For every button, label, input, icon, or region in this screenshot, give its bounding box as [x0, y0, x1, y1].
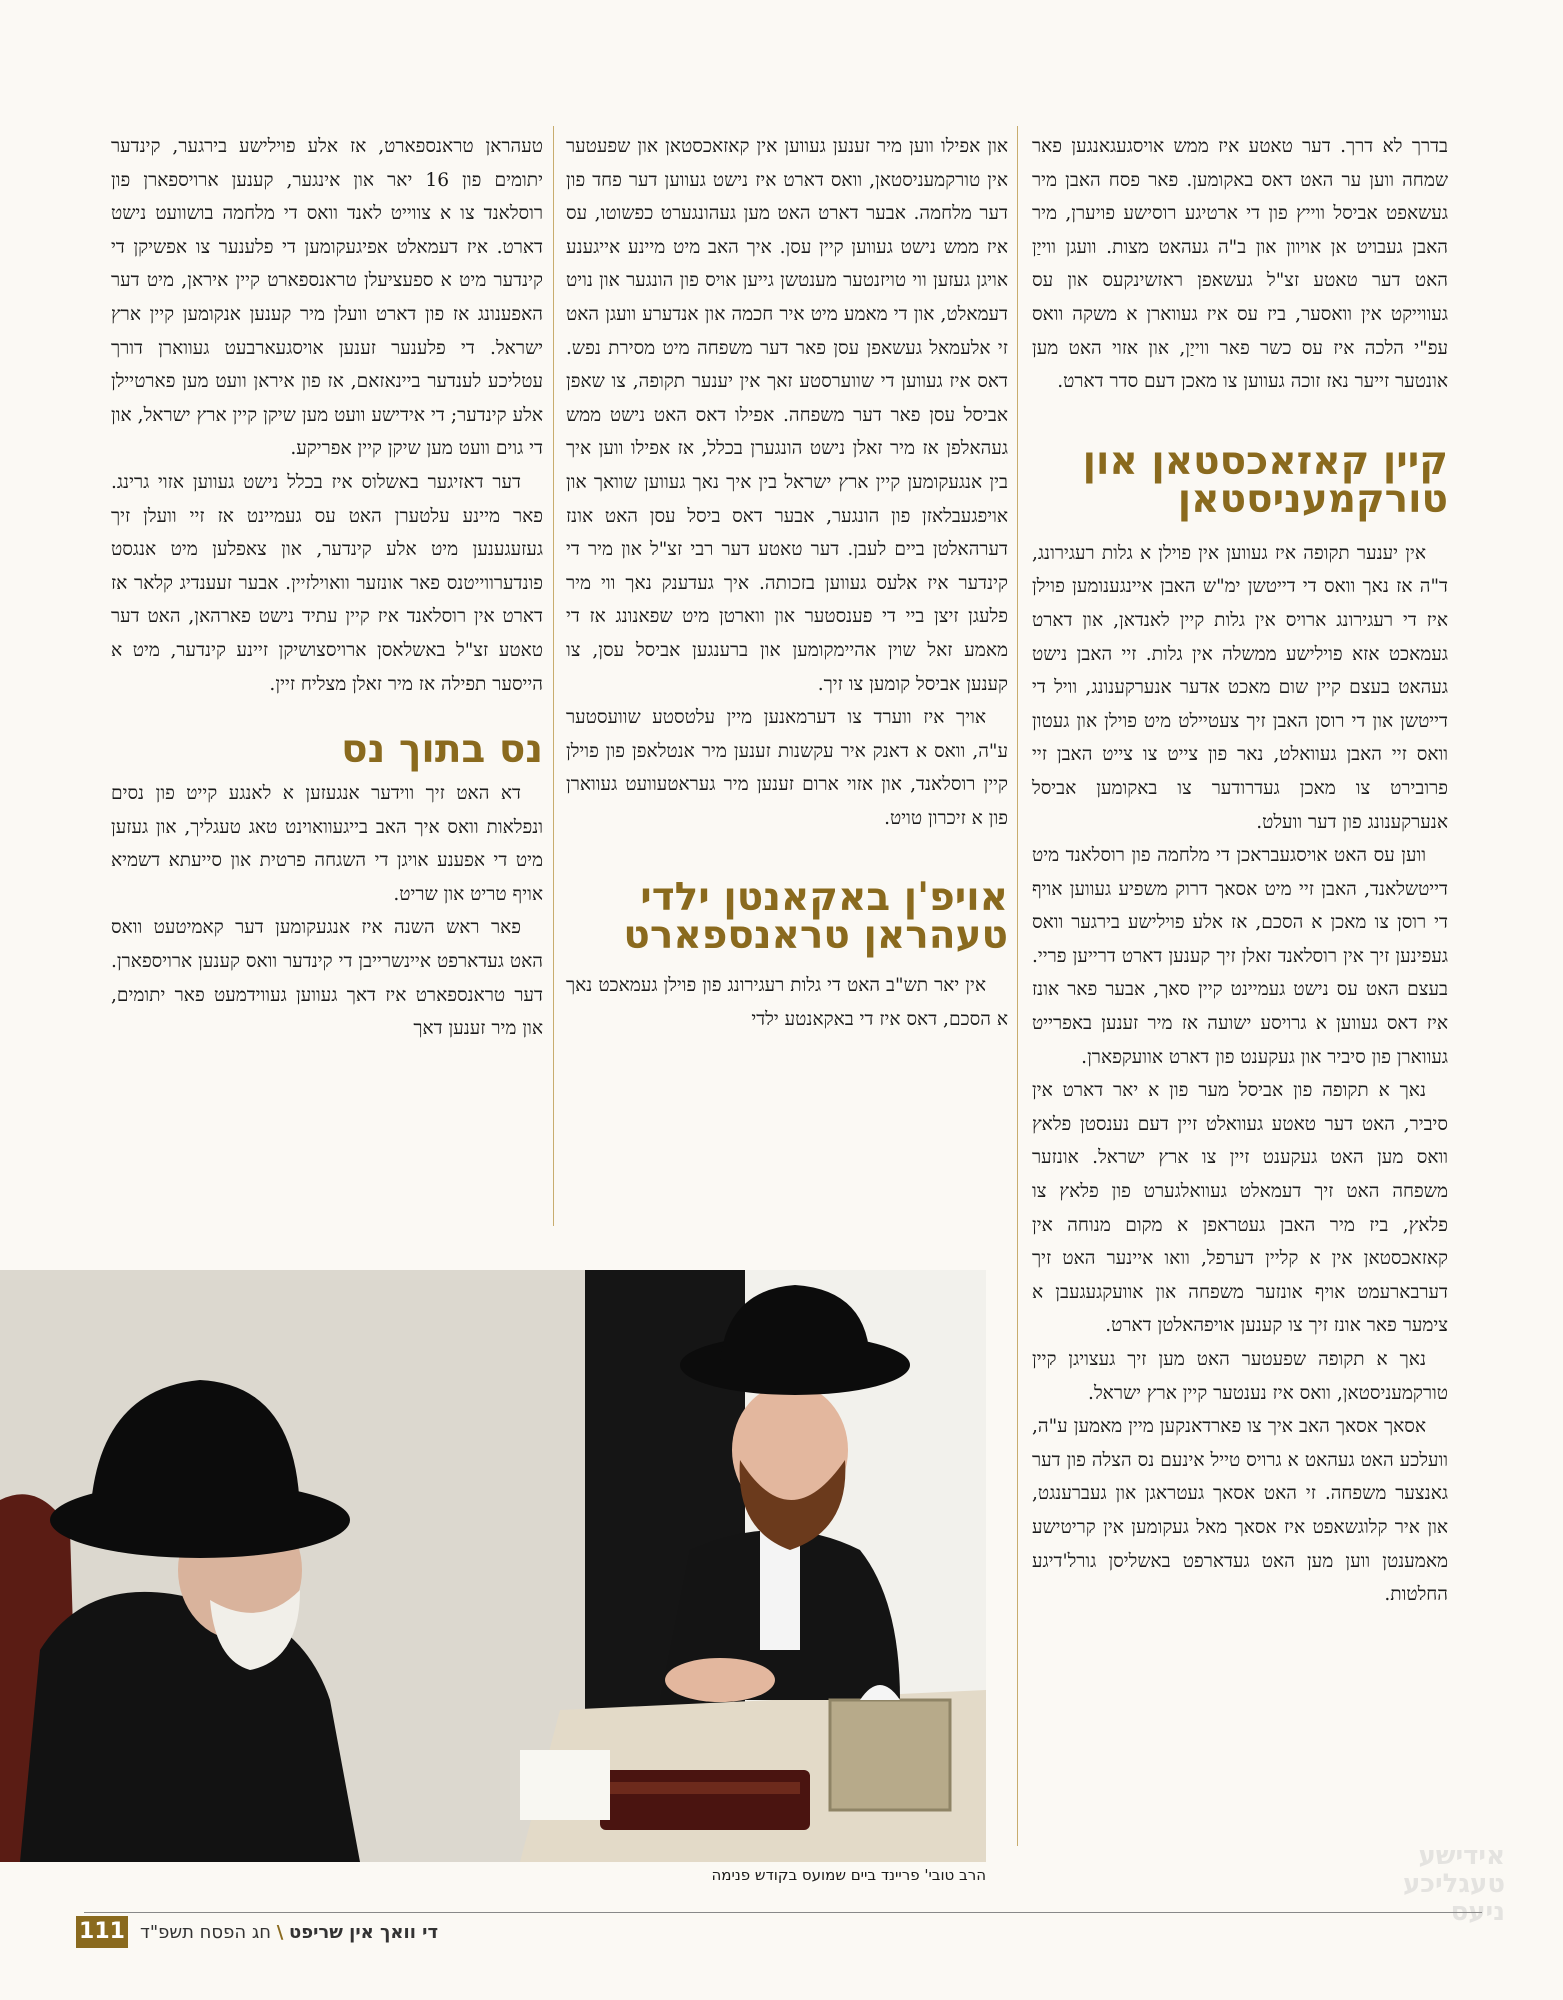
footer-separator: \ [276, 1922, 284, 1943]
watermark-line: טעגליכע [1402, 1869, 1505, 1899]
paragraph: אסאך אסאך האב איך צו פארדאנקען מיין מאמען ע"ה, וועלכע האט געהאט א גרויס טייל אינעם נס הצלה פון דער גאנצער משפחה. זי האט אסאך געטראגן און געברענגט, און איר קלוגשאפט איז אסאך מאל געקומען אין קריטישע מאמענטן ווען מען האט געדארפט באשליסן גורל'דיגע החלטות. [1032, 1416, 1448, 1606]
paragraph: בדרך לא דרך. דער טאטע איז ממש אויסגעגאנגען פאר שמחה ווען ער האט דאס באקומען. פאר פסח האבן מיר געשאפט אביסל ווייץ פון די ארטיגע רוסישע פויערן, מיר האבן געבויט אן אויוון און ב"ה געהאט מצות. וועגן ווייַן האט דער טאטע זצ"ל געשאפן ראזשינקעס און עס געווייקט אין וואסער, ביז עס איז געווארן א משקה וואס עפ"י הלכה איז עס כשר פאר ווייַן, און אזוי האט מען אונטער זייער נאז זוכה געווען צו מאכן דעם סדר דארט. [1032, 136, 1448, 393]
watermark-line: אידישע [1418, 1841, 1505, 1871]
photo-caption: הרב טובי' פריינד ביים שמועס בקודש פנימה [711, 1866, 986, 1884]
page-number: 111 [76, 1916, 128, 1948]
paragraph: דער דאזיגער באשלוס איז בכלל נישט געווען אזוי גרינג. פאר מיינע עלטערן האט עס געמיינט אז זיי וועלן זיך געזעגענען מיט אלע קינדער, און צאפלען מיט אנגסט פונדערווייטנס פאר אונזער וואוילזיין. אבער זעענדיג קלאר אז דארט אין רוסלאנד איז קיין עתיד נישט פארהאן, האט דער טאטע זצ"ל באשלאסן ארויסצושיקן זיינע קינדער, מיט א הייסער תפילה אז מיר זאלן מצליח זיין. [111, 471, 543, 695]
paragraph: ווען עס האט אויסגעבראכן די מלחמה פון רוסלאנד מיט דייטשלאנד, האבן זיי מיט אסאך דרוק משפיע געווען אויף די רוסן צו מאכן א הסכם, אז אלע פוילישע בירגער וואס געפינען זיך אין רוסלאנד זאלן זיך קענען דארט דרייען פריי. בעצם האט עס נישט געמיינט קיין סאך, אבער פאר אונז איז דאס געווען א גרויסע ישועה אז מיר זענען באפרייט געווארן פון סיביר און געקענט פון דארט אוועקפארן. [1032, 845, 1448, 1068]
magazine-title: די וואך אין שריפט [289, 1922, 439, 1943]
section-heading: נס בתוך נס [341, 727, 543, 773]
paragraph: אין יאר תש"ב האט די גלות רעגירונג פון פוילן געמאכט נאך א הסכם, דאס איז די באקאנטע ילדי [566, 975, 1008, 1031]
paragraph: טעהראן טראנספארט, אז אלע פוילישע בירגער, קינדער יתומים פון 16 יאר און אינגער, קענען ארויספארן פון רוסלאנד צו א צווייט לאנד וואס די מלחמה בושוועט נישט דארט. איז דעמאלט אפיגעקומען די פלענער צו אפשיקן די קינדער מיט א ספעציעלן טראנספארט קיין איראן, מיט דער האפענונג אז פון דארט וועלן מיר קענען אנקומען קיין ארץ ישראל. די פלענער זענען אויסגעארבעט געווארן דורך עטליכע לענדער ביינאזאם, אז פון איראן וועט מען פארטיילן אלע קינדער; די אידישע וועט מען שיקן קיין ארץ ישראל, און די גוים וועט מען שיקן קיין אפריקע. [111, 136, 543, 460]
paragraph: פאר ראש השנה איז אנגעקומען דער קאמיטעט וואס האט געדארפט איינשרייבן די קינדער וואס קענען ארויספארן. דער טראנספארט איז דאך געווען געווידמעט פאר יתומים, און מיר זענען דאך [111, 917, 543, 1040]
article-column-middle [566, 130, 1008, 1037]
paragraph: אויך איז ווערד צו דערמאנען מיין עלטסטע שוועסטער ע"ה, וואס א דאנק איר עקשנות זענען מיר אנטלאפן פון פוילן קיין רוסלאנד, און אזוי ארום זענען מיר געראטעוועט געווארן פון א זיכרון טויט. [566, 707, 1008, 829]
section-heading: קיין קאזאכסטאן און טורקמעניסטאן [1082, 438, 1448, 522]
paragraph: דא האט זיך ווידער אנגעזען א לאנגע קייט פון נסים ונפלאות וואס איך האב בייגעוואוינט טאג טעגליך, און געזען מיט די אפענע אויגן די השגחה פרטית און סייעתא דשמיא אויף טריט און שריט. [111, 783, 543, 905]
photo-illustration [0, 1270, 986, 1862]
watermark-line: ניעס [1450, 1897, 1505, 1927]
section-heading: אויפ'ן באקאנטן ילדי טעהראן טראנספארט [623, 875, 1008, 959]
column-divider [1017, 126, 1018, 1846]
article-column-left [111, 130, 543, 1046]
column-divider [553, 126, 554, 1226]
issue-name: חג הפסח תשפ"ד [140, 1922, 271, 1943]
paragraph: נאך א תקופה פון אביסל מער פון א יאר דארט אין סיביר, האט דער טאטע געוואלט זיין דעם נענסטן פלאץ וואס מען האט געקענט זיין צו ארץ ישראל. אונזער משפחה האט זיך דעמאלט געוואלגערט פון פלאץ צו פלאץ, ביז מיר האבן געטראפן א מקום מנוחה אין קאזאכסטאן אין א קליין דערפל, וואו איינער האט זיך דערבארעמט אויף אונזער משפחה און אוועקגעגעבן א צימער פאר אונז זיך צו קענען אויפהאלטן דארט. [1032, 1080, 1448, 1337]
footer-rule [84, 1912, 1482, 1913]
paragraph: אין יענער תקופה איז געווען אין פוילן א גלות רעגירונג, ד"ה אז נאך וואס די דייטשן ימ"ש האבן איינגענומען פוילן איז די רעגירונג ארויס אין גלות קיין לאנדאן, און דארט געמאכט אזא פוילישע ממשלה אין גלות. זיי האבן נישט געהאט בעצם קיין שום מאכט אדער אנערקענונג, וויל די דייטשן און די רוסן האבן זיך צעטיילט מיט פוילן און געטון וואס זיי האבן געוואלט, נאר פון צייט צו צייט האבן זיי פרובירט צו מאכן געדרודער צו באקומען אביסל אנערקענונג פון דער וועלט. [1032, 542, 1448, 833]
paragraph: נאך א תקופה שפעטער האט מען זיך געצויגן קיין טורקמעניסטאן, וואס איז נענטער קיין ארץ ישראל. [1032, 1349, 1448, 1404]
article-photo [0, 1270, 986, 1862]
article-column-right [1032, 130, 1448, 1612]
footer-text [140, 1922, 660, 1943]
watermark [1215, 1842, 1505, 1926]
paragraph: און אפילו ווען מיר זענען געווען אין קאזאכסטאן און שפעטער אין טורקמעניסטאן, וואס דארט איז נישט געווען דער פחד פון דער מלחמה. אבער דארט האט מען געהונגערט כפשוטו, עס איז ממש נישט געווען קיין עסן. איך האב מיט מיינע אייגענע אויגן געזען ווי טויזנטער מענטשן גייען אויס פון הונגער און נויט דעמאלט, און די מאמע מיט איר חכמה און אנדערע וועגן האט זי אלעמאל געשאפן עסן פאר דער משפחה מיט מסירת נפש. דאס איז געווען די שווערסטע זאך אין יענער תקופה, צו שאפן אביסל עסן פאר דער משפחה. אפילו דאס האט נישט ממש געהאלפן אז מיר זאלן נישט הונגערן בכלל, אז אפילו ווען איך בין אנגעקומען קיין ארץ ישראל בין איך נאך געווען שוואך און אויפגעבלאזן פון הונגער, אבער דאס ביסל עסן האט אונז דערהאלטן ביים לעבן. דער טאטע דער רבי זצ"ל און מיר די קינדער איז אלעס געווען בזכותה. איך געדענק נאך ווי מיר פלעגן זיצן ביי די פענסטער און ווארטן מיט שפאנונג אז די מאמע זאל שוין אהיימקומען און ברענגען אביסל עסן, צו קענען אביסל קומען צו זיך. [566, 136, 1008, 695]
